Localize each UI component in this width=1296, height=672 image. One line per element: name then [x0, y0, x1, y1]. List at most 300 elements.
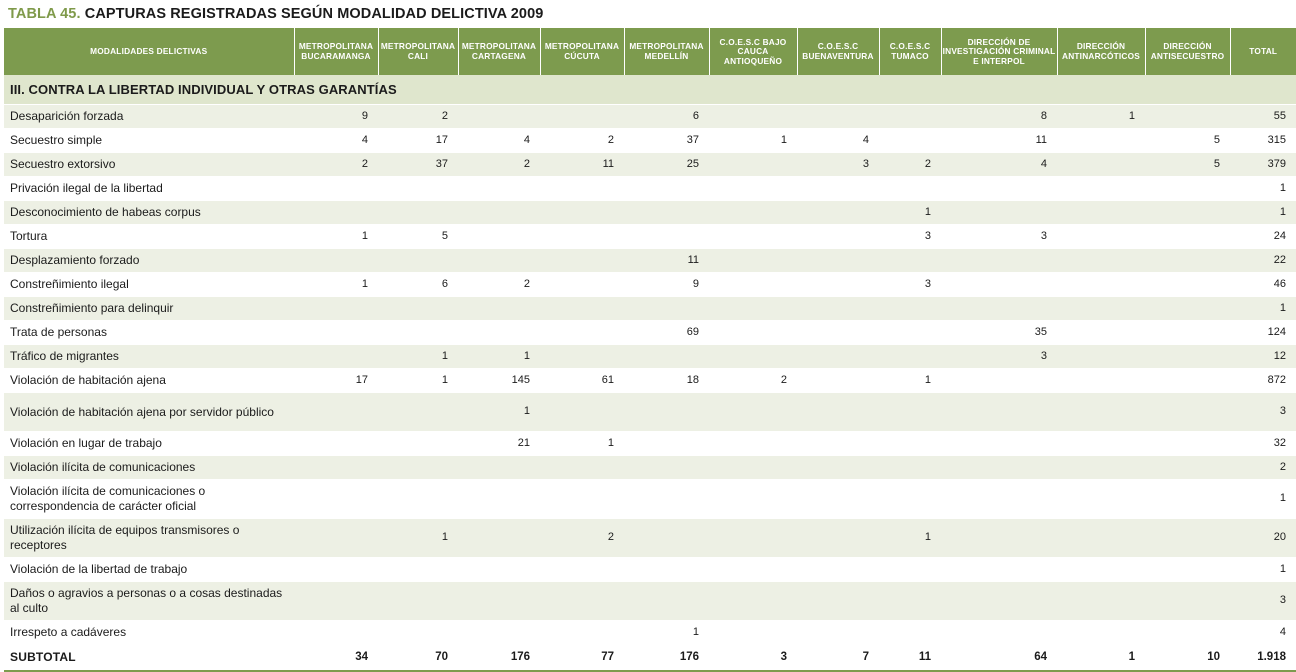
- cell-value: [1057, 177, 1145, 201]
- cell-value: [879, 177, 941, 201]
- cell-value: [797, 519, 879, 558]
- table-row: [4, 249, 1296, 273]
- row-label: Desaparición forzada: [4, 105, 294, 129]
- cell-total: 872: [1230, 369, 1296, 393]
- cell-value: [797, 321, 879, 345]
- cell-value: 1: [709, 129, 797, 153]
- cell-total: 4: [1230, 621, 1296, 645]
- column-header-interpol: DIRECCIÓN DE INVESTIGACIÓN CRIMINAL E INTERPOL: [941, 29, 1057, 76]
- cell-value: [1057, 321, 1145, 345]
- cell-value: [879, 129, 941, 153]
- row-label: Desplazamiento forzado: [4, 249, 294, 273]
- cell-value: [1145, 321, 1230, 345]
- subtotal-total: 1.918: [1230, 645, 1296, 672]
- cell-total: 1: [1230, 558, 1296, 582]
- cell-value: 2: [378, 105, 458, 129]
- row-label: Violación ilícita de comunicaciones o correspondencia de carácter oficial: [4, 480, 294, 519]
- subtotal-value: 1: [1057, 645, 1145, 672]
- column-header-buenaventura: C.O.E.S.C BUENAVENTURA: [797, 29, 879, 76]
- cell-value: [378, 321, 458, 345]
- row-label: Secuestro extorsivo: [4, 153, 294, 177]
- cell-value: [540, 345, 624, 369]
- cell-value: [1057, 201, 1145, 225]
- section-title: III. CONTRA LA LIBERTAD INDIVIDUAL Y OTRAS GARANTÍAS: [4, 75, 1296, 105]
- cell-value: [709, 177, 797, 201]
- cell-value: [941, 558, 1057, 582]
- cell-value: [458, 321, 540, 345]
- table-row: [4, 105, 1296, 129]
- cell-value: 3: [941, 225, 1057, 249]
- cell-total: 22: [1230, 249, 1296, 273]
- cell-value: [1057, 345, 1145, 369]
- cell-value: [294, 177, 378, 201]
- row-label: Trata de personas: [4, 321, 294, 345]
- cell-value: [540, 582, 624, 621]
- cell-value: [378, 582, 458, 621]
- cell-value: 9: [624, 273, 709, 297]
- cell-value: [797, 480, 879, 519]
- cell-value: [540, 225, 624, 249]
- cell-value: 1: [458, 345, 540, 369]
- cell-value: [1057, 249, 1145, 273]
- cell-value: 9: [294, 105, 378, 129]
- cell-value: 37: [624, 129, 709, 153]
- cell-value: [797, 225, 879, 249]
- cell-value: [1057, 153, 1145, 177]
- cell-value: [378, 297, 458, 321]
- cell-value: [1057, 519, 1145, 558]
- cell-value: 18: [624, 369, 709, 393]
- cell-value: [540, 480, 624, 519]
- cell-value: 1: [378, 369, 458, 393]
- cell-value: 1: [1057, 105, 1145, 129]
- cell-total: 3: [1230, 582, 1296, 621]
- cell-value: 8: [941, 105, 1057, 129]
- cell-value: 2: [540, 129, 624, 153]
- table-row: [4, 393, 1296, 432]
- cell-value: [879, 345, 941, 369]
- cell-value: 5: [378, 225, 458, 249]
- cell-value: [1145, 201, 1230, 225]
- cell-value: [624, 393, 709, 432]
- subtotal-value: 3: [709, 645, 797, 672]
- row-label: Desconocimiento de habeas corpus: [4, 201, 294, 225]
- cell-total: 32: [1230, 432, 1296, 456]
- cell-value: [624, 297, 709, 321]
- cell-value: [797, 456, 879, 480]
- cell-value: [378, 393, 458, 432]
- cell-value: [458, 582, 540, 621]
- cell-value: [941, 177, 1057, 201]
- cell-value: 35: [941, 321, 1057, 345]
- table-row: [4, 273, 1296, 297]
- cell-value: [624, 225, 709, 249]
- cell-value: 25: [624, 153, 709, 177]
- cell-value: [458, 558, 540, 582]
- row-label: Irrespeto a cadáveres: [4, 621, 294, 645]
- cell-total: 46: [1230, 273, 1296, 297]
- cell-value: [294, 249, 378, 273]
- cell-value: [709, 345, 797, 369]
- cell-value: [624, 432, 709, 456]
- cell-value: [941, 480, 1057, 519]
- cell-value: [540, 393, 624, 432]
- cell-value: 17: [378, 129, 458, 153]
- table-row: [4, 345, 1296, 369]
- cell-value: [879, 480, 941, 519]
- cell-value: [540, 273, 624, 297]
- table-row: [4, 480, 1296, 519]
- cell-value: [378, 558, 458, 582]
- cell-value: [294, 432, 378, 456]
- cell-value: [797, 582, 879, 621]
- cell-value: [941, 249, 1057, 273]
- cell-value: [797, 249, 879, 273]
- cell-value: 5: [1145, 153, 1230, 177]
- cell-value: 11: [540, 153, 624, 177]
- cell-value: [941, 273, 1057, 297]
- cell-value: 6: [378, 273, 458, 297]
- cell-value: [294, 621, 378, 645]
- cell-value: [540, 105, 624, 129]
- cell-value: [540, 456, 624, 480]
- column-header-medellin: METROPOLITANA MEDELLÍN: [624, 29, 709, 76]
- cell-value: [941, 297, 1057, 321]
- cell-value: [540, 177, 624, 201]
- cell-total: 315: [1230, 129, 1296, 153]
- cell-value: 37: [378, 153, 458, 177]
- cell-value: [1145, 582, 1230, 621]
- table-row: [4, 369, 1296, 393]
- cell-value: [294, 558, 378, 582]
- column-header-antinarcoticos: DIRECCIÓN ANTINARCÓTICOS: [1057, 29, 1145, 76]
- cell-value: 3: [941, 345, 1057, 369]
- column-header-tumaco: C.O.E.S.C TUMACO: [879, 29, 941, 76]
- cell-value: [797, 105, 879, 129]
- cell-value: [458, 519, 540, 558]
- cell-value: [378, 201, 458, 225]
- cell-value: 1: [458, 393, 540, 432]
- row-label: Violación de habitación ajena por servidor público: [4, 393, 294, 432]
- cell-value: [709, 456, 797, 480]
- row-label: Utilización ilícita de equipos transmisores o receptores: [4, 519, 294, 558]
- cell-value: [624, 345, 709, 369]
- cell-value: [1145, 480, 1230, 519]
- cell-value: [709, 249, 797, 273]
- cell-value: [797, 201, 879, 225]
- table-row: [4, 582, 1296, 621]
- subtotal-value: 176: [624, 645, 709, 672]
- row-label: Violación ilícita de comunicaciones: [4, 456, 294, 480]
- column-header-cartagena: METROPOLITANA CARTAGENA: [458, 29, 540, 76]
- cell-value: 11: [941, 129, 1057, 153]
- table-row: [4, 321, 1296, 345]
- cell-value: [941, 393, 1057, 432]
- cell-value: [294, 480, 378, 519]
- cell-value: [378, 621, 458, 645]
- column-header-cali: METROPOLITANA CALI: [378, 29, 458, 76]
- cell-value: [1057, 393, 1145, 432]
- cell-value: [941, 432, 1057, 456]
- column-header-modalidades: MODALIDADES DELICTIVAS: [4, 29, 294, 76]
- table-title-text: CAPTURAS REGISTRADAS SEGÚN MODALIDAD DELICTIVA 2009: [84, 6, 544, 22]
- cell-value: [624, 582, 709, 621]
- cell-value: [458, 297, 540, 321]
- table-header: [4, 29, 1296, 76]
- cell-value: 2: [879, 153, 941, 177]
- table-number: TABLA 45.: [8, 6, 81, 22]
- subtotal-value: 64: [941, 645, 1057, 672]
- row-label: Constreñimiento ilegal: [4, 273, 294, 297]
- table-row: [4, 432, 1296, 456]
- cell-value: [1057, 273, 1145, 297]
- cell-value: 61: [540, 369, 624, 393]
- cell-value: [941, 369, 1057, 393]
- cell-value: 3: [879, 273, 941, 297]
- cell-value: [294, 345, 378, 369]
- cell-value: [797, 432, 879, 456]
- cell-value: 4: [294, 129, 378, 153]
- table-row: [4, 129, 1296, 153]
- cell-value: [797, 177, 879, 201]
- subtotal-value: 176: [458, 645, 540, 672]
- cell-value: [540, 201, 624, 225]
- cell-value: [797, 558, 879, 582]
- cell-value: [458, 105, 540, 129]
- cell-value: [709, 519, 797, 558]
- cell-value: 11: [624, 249, 709, 273]
- cell-value: [1145, 345, 1230, 369]
- subtotal-value: 10: [1145, 645, 1230, 672]
- cell-value: 2: [458, 273, 540, 297]
- cell-value: [540, 321, 624, 345]
- cell-value: [1057, 456, 1145, 480]
- cell-value: [797, 393, 879, 432]
- cell-total: 1: [1230, 177, 1296, 201]
- cell-value: 1: [294, 225, 378, 249]
- cell-value: [294, 519, 378, 558]
- cell-value: [1057, 129, 1145, 153]
- cell-value: [941, 621, 1057, 645]
- column-header-bucaramanga: METROPOLITANA BUCARAMANGA: [294, 29, 378, 76]
- cell-value: [1145, 369, 1230, 393]
- cell-value: [1145, 105, 1230, 129]
- cell-value: [1057, 558, 1145, 582]
- cell-value: [624, 519, 709, 558]
- subtotal-row: [4, 645, 1296, 672]
- cell-total: 55: [1230, 105, 1296, 129]
- cell-value: 6: [624, 105, 709, 129]
- cell-value: 4: [941, 153, 1057, 177]
- cell-total: 12: [1230, 345, 1296, 369]
- cell-value: [1145, 273, 1230, 297]
- cell-value: [797, 273, 879, 297]
- cell-value: [1145, 519, 1230, 558]
- row-label: Tortura: [4, 225, 294, 249]
- cell-value: [458, 249, 540, 273]
- page-title: [4, 6, 1246, 22]
- cell-value: 5: [1145, 129, 1230, 153]
- cell-value: [378, 432, 458, 456]
- cell-value: [879, 558, 941, 582]
- cell-value: [709, 273, 797, 297]
- cell-value: [709, 393, 797, 432]
- cell-value: [1145, 558, 1230, 582]
- cell-value: [709, 153, 797, 177]
- cell-value: [294, 582, 378, 621]
- cell-value: [624, 177, 709, 201]
- cell-value: [624, 456, 709, 480]
- cell-value: [709, 582, 797, 621]
- cell-value: [941, 456, 1057, 480]
- cell-value: 1: [294, 273, 378, 297]
- cell-value: [294, 201, 378, 225]
- cell-value: [879, 456, 941, 480]
- table-row: [4, 297, 1296, 321]
- cell-value: [1145, 249, 1230, 273]
- cell-value: 3: [797, 153, 879, 177]
- cell-value: [378, 177, 458, 201]
- cell-value: 2: [709, 369, 797, 393]
- row-label: Violación de habitación ajena: [4, 369, 294, 393]
- cell-value: [1057, 297, 1145, 321]
- cell-value: [378, 249, 458, 273]
- cell-total: 24: [1230, 225, 1296, 249]
- table-row: [4, 225, 1296, 249]
- row-label: Violación en lugar de trabajo: [4, 432, 294, 456]
- cell-value: 4: [797, 129, 879, 153]
- cell-value: 1: [378, 519, 458, 558]
- subtotal-label: SUBTOTAL: [4, 645, 294, 672]
- cell-value: [1145, 456, 1230, 480]
- cell-value: [294, 456, 378, 480]
- row-label: Tráfico de migrantes: [4, 345, 294, 369]
- cell-value: [709, 105, 797, 129]
- cell-value: [1145, 432, 1230, 456]
- cell-total: 2: [1230, 456, 1296, 480]
- cell-value: [458, 480, 540, 519]
- subtotal-value: 70: [378, 645, 458, 672]
- cell-value: [709, 558, 797, 582]
- cell-total: 20: [1230, 519, 1296, 558]
- cell-value: [1057, 582, 1145, 621]
- table-row: [4, 153, 1296, 177]
- cell-value: [624, 558, 709, 582]
- cell-value: [879, 582, 941, 621]
- cell-value: [294, 321, 378, 345]
- cell-total: 1: [1230, 201, 1296, 225]
- cell-value: [941, 201, 1057, 225]
- cell-value: [941, 582, 1057, 621]
- cell-value: 2: [294, 153, 378, 177]
- table-row: [4, 456, 1296, 480]
- cell-value: 17: [294, 369, 378, 393]
- cell-value: [709, 321, 797, 345]
- cell-value: [540, 558, 624, 582]
- cell-value: [1057, 621, 1145, 645]
- row-label: Privación ilegal de la libertad: [4, 177, 294, 201]
- section-row: [4, 75, 1296, 105]
- cell-value: [458, 456, 540, 480]
- cell-value: [709, 432, 797, 456]
- table-row: [4, 177, 1296, 201]
- cell-value: 69: [624, 321, 709, 345]
- cell-value: [540, 249, 624, 273]
- cell-value: [1145, 297, 1230, 321]
- row-label: Daños o agravios a personas o a cosas destinadas al culto: [4, 582, 294, 621]
- cell-value: [797, 369, 879, 393]
- cell-value: 1: [879, 519, 941, 558]
- cell-value: 21: [458, 432, 540, 456]
- cell-value: [378, 480, 458, 519]
- cell-value: [879, 321, 941, 345]
- table-row: [4, 519, 1296, 558]
- cell-value: [1057, 369, 1145, 393]
- cell-value: [709, 297, 797, 321]
- column-header-antisecuestro: DIRECCIÓN ANTISECUESTRO: [1145, 29, 1230, 76]
- row-label: Violación de la libertad de trabajo: [4, 558, 294, 582]
- table-body: [4, 75, 1296, 671]
- column-header-total: TOTAL: [1230, 29, 1296, 76]
- cell-value: [709, 480, 797, 519]
- subtotal-value: 11: [879, 645, 941, 672]
- cell-value: 4: [458, 129, 540, 153]
- cell-value: 1: [540, 432, 624, 456]
- cell-total: 1: [1230, 480, 1296, 519]
- column-header-bajo-cauca: C.O.E.S.C BAJO CAUCA ANTIOQUEÑO: [709, 29, 797, 76]
- cell-value: [540, 621, 624, 645]
- cell-total: 1: [1230, 297, 1296, 321]
- cell-value: [458, 201, 540, 225]
- cell-value: [879, 432, 941, 456]
- cell-value: 3: [879, 225, 941, 249]
- cell-value: [797, 621, 879, 645]
- cell-value: [879, 249, 941, 273]
- row-label: Constreñimiento para delinquir: [4, 297, 294, 321]
- cell-total: 379: [1230, 153, 1296, 177]
- subtotal-value: 7: [797, 645, 879, 672]
- subtotal-value: 77: [540, 645, 624, 672]
- cell-value: [709, 225, 797, 249]
- cell-value: 1: [879, 369, 941, 393]
- cell-value: [1057, 480, 1145, 519]
- subtotal-value: 34: [294, 645, 378, 672]
- cell-value: [1145, 225, 1230, 249]
- header-row: [4, 29, 1296, 76]
- cell-value: [378, 456, 458, 480]
- cell-value: [1057, 225, 1145, 249]
- cell-value: [540, 297, 624, 321]
- cell-value: [624, 480, 709, 519]
- captures-table: [4, 28, 1296, 672]
- table-row: [4, 621, 1296, 645]
- cell-value: [624, 201, 709, 225]
- cell-value: [797, 297, 879, 321]
- table-row: [4, 201, 1296, 225]
- cell-value: [879, 297, 941, 321]
- cell-value: 1: [624, 621, 709, 645]
- cell-value: [879, 393, 941, 432]
- cell-value: [879, 105, 941, 129]
- cell-value: [797, 345, 879, 369]
- cell-value: [709, 201, 797, 225]
- cell-value: [879, 621, 941, 645]
- cell-value: [1145, 177, 1230, 201]
- table-row: [4, 558, 1296, 582]
- column-header-cucuta: METROPOLITANA CÚCUTA: [540, 29, 624, 76]
- cell-total: 124: [1230, 321, 1296, 345]
- cell-value: [1145, 621, 1230, 645]
